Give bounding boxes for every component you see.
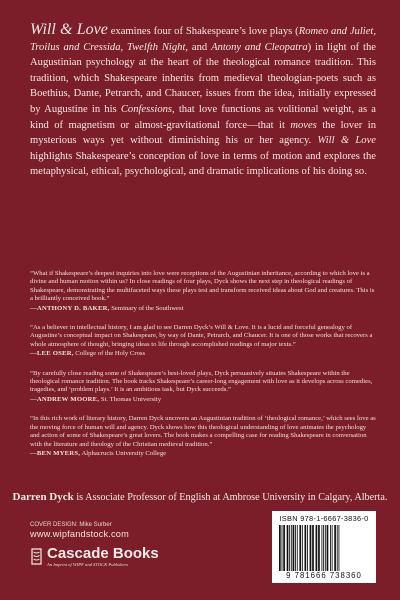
publisher-tagline: An Imprint of WIPF and STOCK Publishers (47, 562, 129, 567)
barcode-stripe (287, 525, 289, 571)
barcode-stripe (327, 525, 329, 571)
endorsement-attribution (30, 396, 376, 404)
endorsement-text: “In this rich work of literary history, Darren Dyck uncovers an Augustinian tradition of ‘theological romance,’ which sees love as the moving force of human will and agency. Dyck shows how this theological understanding of love animates the psychology and action of some of Shakespeare’s great lovers. The book makes a compelling case for reading Shakespeare in conversation with the literature and theology of the Christian medieval tradition.” (30, 415, 376, 448)
publisher-website[interactable]: www.wipfandstock.com (30, 529, 129, 539)
barcode-stripe (307, 525, 308, 571)
endorsement-text: “What if Shakespeare’s deepest inquiries into love were receptions of the Augustinian inheritance, according to which love is a divine and human motion within us? In close readings of four plays, Dyck shows the next step in theological readings of Shakespeare, demonstrating the multifaceted ways these plays test and transform received ideas about God and creatures. This is a brilliantly conceived book.” (30, 270, 375, 303)
credits (30, 522, 129, 539)
barcode-stripe (289, 525, 290, 571)
endorser-name: —ANTHONY D. BAKER, (30, 304, 110, 312)
barcode-stripe (325, 525, 326, 571)
barcode-stripe (279, 525, 281, 571)
endorser-name: —LEE OSER, (30, 350, 74, 358)
barcode-stripe (305, 525, 307, 571)
endorsement-text: “As a believer in intellectual history, I am glad to see Darren Dyck’s Will & Love. It is a lucid and forceful genealogy of Augustine’s conceptual impact on Shakespeare, by way of Dante, Petrarch, and Chaucer. It is one of those works that recovers a whole atmosphere of thought, bringing ideas to life through accomplished readings of major texts.” (30, 324, 373, 348)
endorsement-text: “By carefully close reading some of Shakespeare’s best-loved plays, Dyck persuasively situates Shakespeare within the theological romance tradition. The book tracks Shakespeare’s career-long engagement with love as it develops across comedies, tragedies, and ‘problem plays.’ It is an ambitious task, but Dyck succeeds.” (30, 369, 373, 394)
barcode-stripe (337, 525, 338, 571)
blurb-title-2: Will & Love (317, 135, 376, 147)
barcode-stripe (299, 525, 301, 571)
endorser-affiliation: Seminary of the Southwest (109, 304, 184, 312)
author-name: Darren Dyck (12, 491, 74, 503)
blurb-plays-2: Antony and Cleopatra (211, 41, 308, 53)
endorser-affiliation: Alphacrucis University College (80, 449, 167, 457)
endorsement-baker (30, 270, 376, 313)
barcode-stripe (283, 525, 285, 571)
cascade-logo-icon (30, 548, 43, 565)
barcode-stripe (318, 525, 320, 571)
author-bio (0, 491, 400, 503)
barcode-stripe (295, 525, 296, 571)
blurb-text-2: and (188, 41, 212, 53)
endorsement-attribution (30, 450, 376, 458)
endorser-affiliation: St. Thomas University (99, 395, 162, 403)
endorsement-myers (30, 415, 376, 458)
barcode-stripe (323, 525, 324, 571)
barcode-bars (278, 525, 370, 571)
endorser-name: —BEN MYERS, (30, 449, 81, 457)
endorsement-oser (30, 324, 376, 359)
description-blurb (30, 22, 376, 180)
blurb-text-5: the lover in mysterious ways yet without diminishing his or her agency. (30, 119, 376, 147)
blurb-text-4: , that love functions as volitional weight, as a kind of magnetism or almost-gravitational force—that it (30, 103, 376, 131)
barcode-stripe (334, 525, 336, 571)
barcode-stripe (330, 525, 331, 571)
barcode-stripe (332, 525, 333, 571)
cover-design-credit: COVER DESIGN: Mike Surber (30, 522, 112, 528)
barcode-stripe (316, 525, 318, 571)
blurb-text-3: ) in light of the Augustinian psychology at the heart of the theological romance tradition. This tradition, which Shakespeare inherits from medieval theologian-poets such as Boethius, Dante, Petrarch, and Chaucer, issues from the idea, initially expressed by Augustine in his (30, 41, 377, 115)
author-bio-text: is Associate Professor of English at Ambrose University in Calgary, Alberta. (73, 492, 388, 503)
endorsement-attribution (30, 305, 376, 313)
book-title-lead: Will & Love (30, 21, 108, 38)
barcode-stripe (297, 525, 298, 571)
barcode-stripe (302, 525, 303, 571)
publisher-block (30, 546, 159, 567)
blurb-text-1: examines four of Shakespeare’s love plays ( (107, 26, 299, 37)
endorser-name: —ANDREW MOORE, (30, 395, 100, 403)
isbn-text: ISBN 978-1-6667-3836-0 (279, 514, 369, 523)
barcode-stripe (291, 525, 292, 571)
barcode-stripe (293, 525, 295, 571)
endorsements (30, 270, 376, 469)
barcode-stripe (310, 525, 312, 571)
blurb-moves: moves (290, 119, 317, 131)
isbn-barcode (272, 511, 376, 583)
endorser-affiliation: College of the Holy Cross (73, 350, 146, 358)
barcode-stripe (312, 525, 314, 571)
barcode-stripe (339, 525, 340, 571)
blurb-confessions: Confessions (120, 103, 173, 115)
endorsement-attribution (30, 350, 376, 358)
blurb-plays-1: Romeo and Juliet, Troilus and Cressida, Twelfth Night, (30, 26, 376, 53)
endorsement-moore (30, 370, 376, 405)
publisher-name: Cascade Books (47, 545, 159, 562)
barcode-stripe (282, 525, 283, 571)
barcode-stripe (322, 525, 323, 571)
blurb-text-6: highlights Shakespeare’s conception of love in terms of motion and explores the metaphysical, ethical, psychological, and dramatic implications of his doing so. (30, 150, 376, 178)
barcode-number: 9 781666 738360 (286, 571, 362, 580)
